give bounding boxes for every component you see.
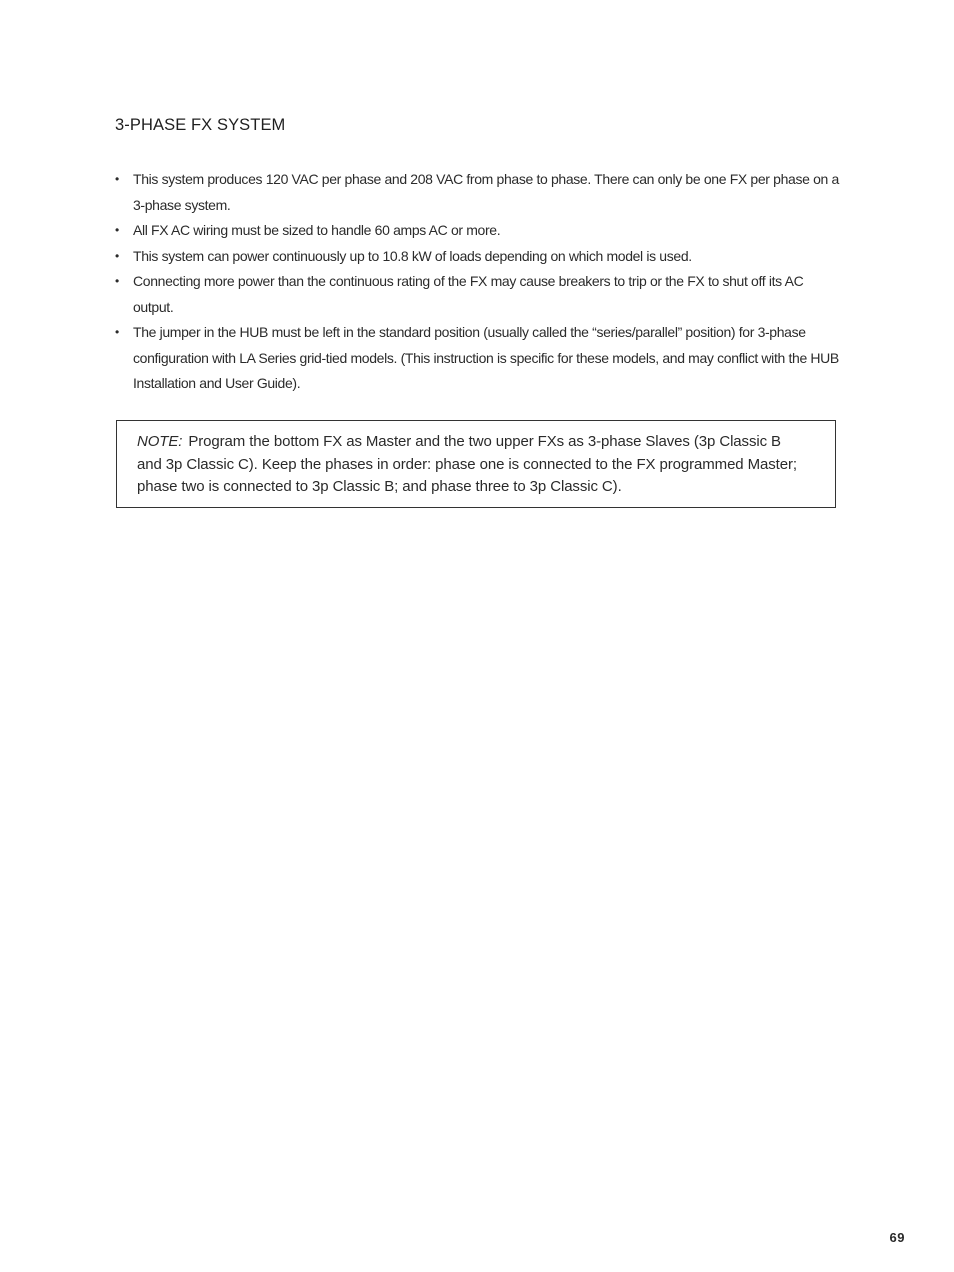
bullet-item xyxy=(113,244,843,270)
bullet-item xyxy=(113,218,843,244)
bullet-text: This system can power continuously up to 10.8 kW of loads depending on which model is used. xyxy=(133,247,692,264)
bullet-icon: • xyxy=(115,325,119,339)
section-heading: 3-PHASE FX SYSTEM xyxy=(115,116,286,134)
bullet-icon: • xyxy=(115,274,119,288)
bullet-text: This system produces 120 VAC per phase and 208 VAC from phase to phase. There can only be one FX per phase on a 3-phase system. xyxy=(133,171,839,213)
note-text-block xyxy=(137,431,807,499)
note-body: Program the bottom FX as Master and the two upper FXs as 3-phase Slaves (3p Classic B and 3p Classic C). Keep the phases in order: phase one is connected to the FX programmed Master; phase two is connected to 3p Classic B; and phase three to 3p Classic C). xyxy=(137,433,797,495)
bullet-icon: • xyxy=(115,223,119,237)
note-label: NOTE: xyxy=(137,433,183,450)
bullet-text: The jumper in the HUB must be left in the standard position (usually called the “series/parallel” position) for 3-phase configuration with LA Series grid-tied models. (This instruction is specific for these models, and may conflict with the HUB Installation and User Guide). xyxy=(133,324,839,391)
bullet-text: All FX AC wiring must be sized to handle 60 amps AC or more. xyxy=(133,222,501,238)
bullet-icon: • xyxy=(115,172,119,186)
bullet-item xyxy=(113,320,843,397)
bullet-item xyxy=(113,167,843,218)
page-number: 69 xyxy=(889,1230,905,1245)
bullet-list xyxy=(113,167,843,397)
bullet-text: Connecting more power than the continuous rating of the FX may cause breakers to trip or the FX to shut off its AC output. xyxy=(133,273,804,315)
bullet-item xyxy=(113,269,843,320)
bullet-icon: • xyxy=(115,248,119,263)
note-box xyxy=(116,420,836,508)
